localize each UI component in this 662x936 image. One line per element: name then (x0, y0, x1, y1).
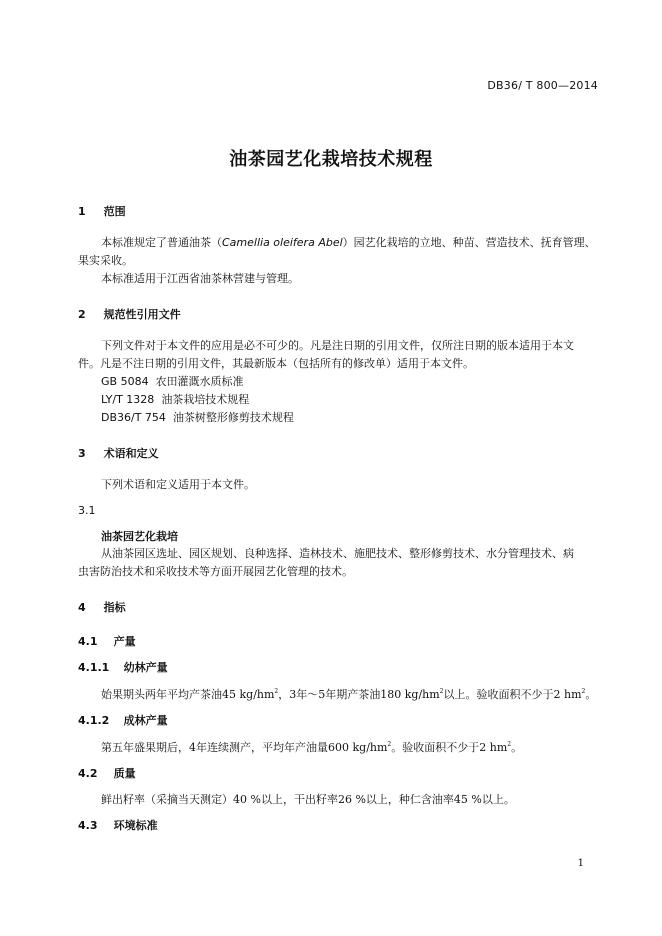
reference-item (101, 373, 244, 389)
section-1-paragraph-2: 本标准适用于江西省油茶林营建与管理。 (101, 272, 299, 285)
reference-item (101, 409, 294, 425)
section-title: 术语和定义 (103, 447, 159, 460)
section-number: 4 (78, 601, 86, 614)
species-latin-name: Camellia oleifera Abel (222, 236, 343, 249)
section-2-heading (78, 306, 181, 322)
subsection-4-1-2-heading (78, 712, 168, 728)
document-code: DB36/ T 800—2014 (487, 79, 598, 92)
section-3-heading (78, 445, 159, 461)
section-1-paragraph-1: 本标准规定了普通油茶（Camellia oleifera Abel）园艺化栽培的立地、种苗、营造技术、抚育管理、 果实采收。 (78, 236, 596, 267)
section-title: 范围 (103, 205, 126, 218)
reference-code: DB36/T 754 (101, 411, 166, 424)
section-number: 4.1.1 (78, 661, 110, 674)
term-number: 3.1 (78, 504, 96, 517)
section-number: 1 (78, 205, 86, 218)
reference-code: GB 5084 (101, 375, 149, 388)
reference-code: LY/T 1328 (101, 393, 155, 406)
section-3-paragraph-1: 下列术语和定义适用于本文件。 (101, 478, 255, 491)
section-title: 规范性引用文件 (103, 308, 181, 321)
section-number: 4.3 (78, 819, 98, 832)
reference-name: 油茶栽培技术规程 (161, 393, 250, 406)
section-title: 指标 (103, 601, 126, 614)
section-title: 幼林产量 (123, 661, 168, 674)
section-title: 质量 (113, 767, 136, 780)
subsection-4-1-heading (78, 633, 136, 649)
subsection-4-1-1-heading (78, 659, 168, 675)
reference-name: 油茶树整形修剪技术规程 (172, 411, 294, 424)
reference-name: 农田灌溉水质标准 (155, 375, 244, 388)
section-2-paragraph-1: 下列文件对于本文件的应用是必不可少的。凡是注日期的引用文件，仅所注日期的版本适用于本文 件。凡是不注日期的引用文件，其最新版本（包括所有的修改单）适用于本文件。 (78, 339, 574, 370)
section-title: 环境标准 (113, 819, 158, 832)
section-number: 2 (78, 308, 86, 321)
subsection-4-3-heading (78, 817, 158, 833)
term-definition: 从油茶园区选址、园区规划、良种选择、造林技术、施肥技术、整形修剪技术、水分管理技术、病 虫害防治技术和采收技术等方面开展园艺化管理的技术。 (78, 547, 574, 578)
quality-text: 鲜出籽率（采摘当天测定）40 %以上，干出籽率26 %以上，种仁含油率45 %以上。 (101, 793, 515, 806)
mature-forest-yield-text: 第五年盛果期后，4年连续测产，平均年产油量600 $kg/hm^2$。验收面积不少于2 $hm^2$。 (101, 741, 523, 754)
term-title: 油茶园艺化栽培 (101, 530, 178, 543)
section-number: 4.1 (78, 635, 98, 648)
reference-item (101, 391, 249, 407)
section-title: 产量 (113, 635, 136, 648)
section-4-heading (78, 599, 126, 615)
page-title: 油茶园艺化栽培技术规程 (229, 149, 433, 170)
section-1-heading (78, 203, 126, 219)
page-number: 1 (577, 858, 584, 869)
section-number: 3 (78, 447, 86, 460)
section-number: 4.2 (78, 767, 98, 780)
section-title: 成林产量 (123, 714, 168, 727)
subsection-4-2-heading (78, 765, 136, 781)
section-number: 4.1.2 (78, 714, 110, 727)
young-forest-yield-text: 始果期头两年平均产茶油45 $kg/hm^2$，3年～5年期产茶油180 $kg/hm^2$以上。验收面积不少于2 $hm^2$。 (101, 688, 597, 701)
